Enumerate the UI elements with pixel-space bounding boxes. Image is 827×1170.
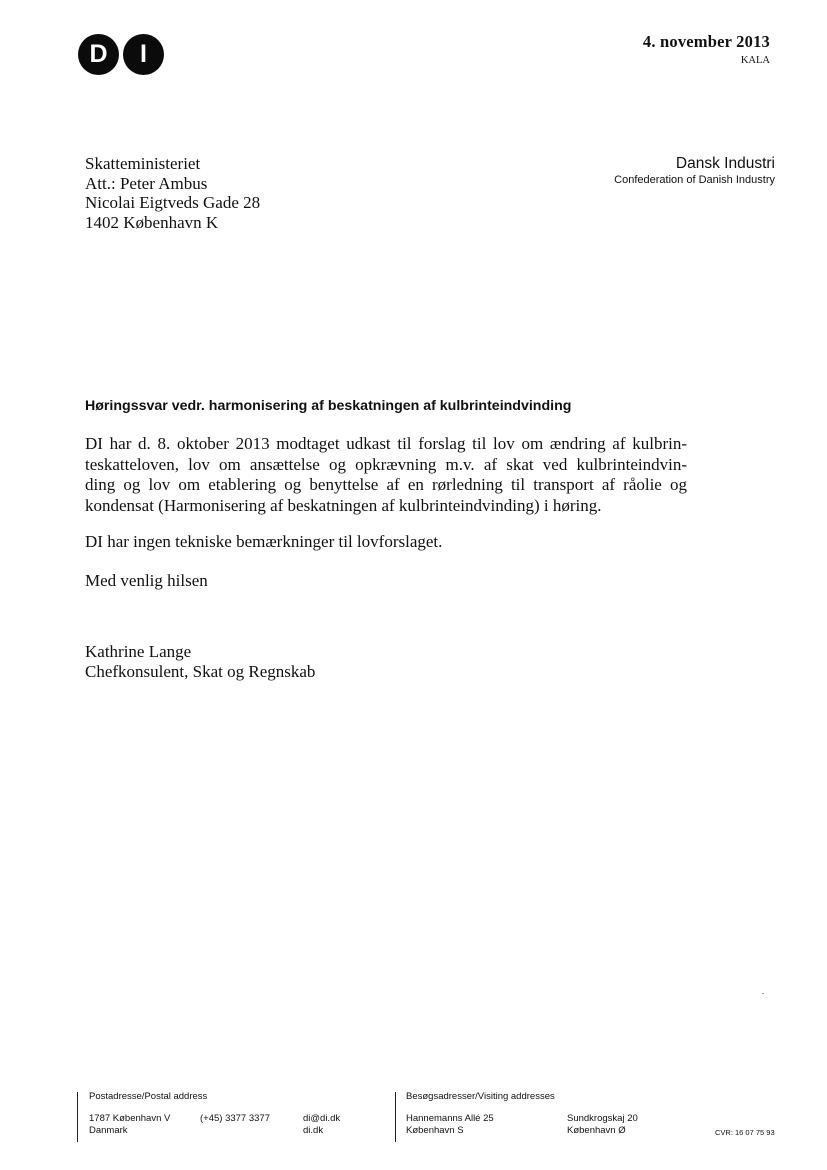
footer-divider — [395, 1092, 396, 1142]
paragraph-line: DI har d. 8. oktober 2013 modtaget udkast til forslag til lov om ændring af kulbrin- — [85, 434, 687, 453]
phone-number: (+45) 3377 3377 — [200, 1113, 270, 1124]
paragraph-line: kondensat (Harmonisering af beskatningen af kulbrinteindvinding) i høring. — [85, 495, 602, 515]
email-link[interactable]: di@di.dk — [303, 1113, 341, 1124]
logo-letter-d: D — [78, 34, 119, 75]
website-link[interactable]: di.dk — [303, 1125, 324, 1136]
postal-line: 1787 København V — [89, 1113, 171, 1124]
sender-name: Dansk Industri — [675, 155, 775, 172]
paragraph-line: teskatteloven, lov om ansættelse og opkrævning m.v. af skat ved kulbrinteindvin- — [85, 454, 687, 474]
letter-subject: Høringssvar vedr. harmonisering af beskatningen af kulbrinteindvinding — [85, 398, 572, 414]
closing: Med venlig hilsen — [85, 570, 208, 590]
sender-subtitle: Confederation of Danish Industry — [614, 174, 775, 186]
paragraph-line: ding og lov om etablering og benyttelse af en rørledning til transport af råolie og — [85, 475, 687, 494]
recipient-line: 1402 København K — [85, 212, 219, 232]
signer-title: Chefkonsulent, Skat og Regnskab — [85, 662, 316, 681]
signature-block — [85, 642, 315, 682]
logo-letter-i: I — [123, 34, 164, 75]
di-logo — [78, 34, 164, 75]
visiting-city-1: København S — [406, 1125, 464, 1136]
visiting-address-1: Hannemanns Allé 25 — [406, 1113, 494, 1124]
signer-name: Kathrine Lange — [85, 642, 192, 661]
recipient-line: Nicolai Eigtveds Gade 28 — [85, 193, 261, 212]
cvr-number: CVR: 16 07 75 93 — [715, 1128, 775, 1137]
visiting-address-2: Sundkrogskaj 20 — [567, 1113, 638, 1124]
footer — [0, 1088, 827, 1148]
postal-country: Danmark — [89, 1125, 128, 1136]
postal-heading: Postadresse/Postal address — [89, 1091, 208, 1102]
recipient-address — [85, 154, 260, 232]
letter-date: 4. november 2013 — [642, 32, 770, 51]
sender-block — [614, 154, 775, 187]
scan-speck — [762, 993, 764, 994]
letter-body — [85, 434, 687, 591]
reference-initials: KALA — [740, 55, 770, 66]
visiting-city-2: København Ø — [567, 1125, 626, 1136]
footer-divider — [77, 1092, 78, 1142]
paragraph-2: DI har ingen tekniske bemærkninger til lovforslaget. — [85, 532, 443, 551]
recipient-line: Att.: Peter Ambus — [85, 173, 208, 193]
recipient-line: Skatteministeriet — [85, 154, 201, 173]
visiting-heading: Besøgsadresser/Visiting addresses — [406, 1091, 555, 1102]
paragraph-1 — [85, 434, 687, 516]
